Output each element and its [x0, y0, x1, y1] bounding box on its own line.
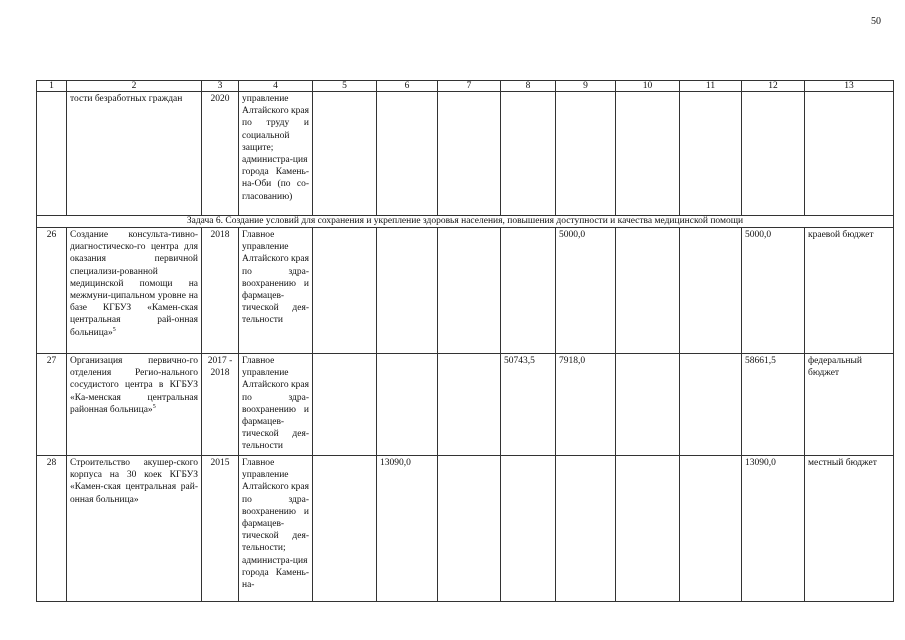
- value-cell: [377, 354, 438, 456]
- measure-cell: тости безработных граждан: [67, 92, 202, 216]
- value-cell: [438, 354, 501, 456]
- total-cell: 5000,0: [742, 228, 805, 354]
- header-cell: 4: [239, 81, 313, 92]
- total-cell: [742, 92, 805, 216]
- value-cell: [438, 456, 501, 602]
- footnote-mark: 5: [152, 403, 156, 410]
- header-row: [37, 81, 894, 92]
- row-number-cell: 27: [37, 354, 67, 456]
- header-cell: 6: [377, 81, 438, 92]
- value-cell: [313, 456, 377, 602]
- value-cell: [616, 354, 680, 456]
- row-number-cell: 28: [37, 456, 67, 602]
- total-cell: 13090,0: [742, 456, 805, 602]
- header-cell: 13: [805, 81, 894, 92]
- page-number: 50: [871, 16, 881, 27]
- year-cell: 2020: [202, 92, 239, 216]
- measure-text: Создание консульта-тивно-диагностическо-го центра для оказания первичной специализи-рованной медицинской помощи на межмуни-ципальном уровне на базе КГБУЗ «Камен-ская центральная рай-онная больница»: [70, 230, 198, 338]
- value-cell: [680, 228, 742, 354]
- source-cell: местный бюджет: [805, 456, 894, 602]
- value-cell: [616, 228, 680, 354]
- year-cell: 2015: [202, 456, 239, 602]
- footnote-mark: 5: [112, 326, 116, 333]
- table-row: [37, 228, 894, 354]
- source-cell: федеральный бюджет: [805, 354, 894, 456]
- value-cell: 13090,0: [377, 456, 438, 602]
- executor-cell: Главное управление Алтайского края по здра-воохранению и фармацев-тической дея-тельности; администра-ция города Камень-на-: [239, 456, 313, 602]
- value-cell: [616, 456, 680, 602]
- value-cell: [313, 92, 377, 216]
- header-cell: 12: [742, 81, 805, 92]
- executor-cell: Главное управление Алтайского края по здра-воохранению и фармацев-тической дея-тельности: [239, 354, 313, 456]
- value-cell: [501, 456, 556, 602]
- header-cell: 10: [616, 81, 680, 92]
- year-cell: 2018: [202, 228, 239, 354]
- table-row: [37, 92, 894, 216]
- value-cell: 7918,0: [556, 354, 616, 456]
- row-number-cell: [37, 92, 67, 216]
- header-cell: 9: [556, 81, 616, 92]
- value-cell: 50743,5: [501, 354, 556, 456]
- measure-text: Организация первично-го отделения Регио-нального сосудистого центра в КГБУЗ «Ка-менская центральная районная больница»: [70, 356, 198, 415]
- value-cell: [556, 456, 616, 602]
- header-cell: 7: [438, 81, 501, 92]
- total-cell: 58661,5: [742, 354, 805, 456]
- value-cell: [313, 228, 377, 354]
- header-cell: 1: [37, 81, 67, 92]
- header-cell: 3: [202, 81, 239, 92]
- table-row: [37, 456, 894, 602]
- executor-cell: управление Алтайского края по труду и социальной защите; администра-ция города Камень-на-Оби (по со-гласованию): [239, 92, 313, 216]
- executor-cell: Главное управление Алтайского края по здра-воохранению и фармацев-тической дея-тельности: [239, 228, 313, 354]
- value-cell: [438, 228, 501, 354]
- value-cell: [313, 354, 377, 456]
- header-cell: 5: [313, 81, 377, 92]
- value-cell: [377, 92, 438, 216]
- value-cell: [377, 228, 438, 354]
- measure-cell: [67, 354, 202, 456]
- value-cell: [680, 354, 742, 456]
- value-cell: [616, 92, 680, 216]
- source-cell: краевой бюджет: [805, 228, 894, 354]
- value-cell: [680, 92, 742, 216]
- value-cell: [501, 228, 556, 354]
- year-cell: 2017 - 2018: [202, 354, 239, 456]
- value-cell: [556, 92, 616, 216]
- task-heading-row: [37, 216, 894, 228]
- row-number-cell: 26: [37, 228, 67, 354]
- header-cell: 2: [67, 81, 202, 92]
- task-heading: Задача 6. Создание условий для сохранения и укрепление здоровья населения, повышения доступности и качества медицинской помощи: [37, 216, 894, 228]
- value-cell: 5000,0: [556, 228, 616, 354]
- table-row: [37, 354, 894, 456]
- measure-text: Строительство акушер-ского корпуса на 30 коек КГБУЗ «Камен-ская центральная рай-онная больница»: [70, 458, 198, 505]
- header-cell: 8: [501, 81, 556, 92]
- measure-cell: [67, 228, 202, 354]
- value-cell: [680, 456, 742, 602]
- program-table: [36, 80, 894, 602]
- value-cell: [438, 92, 501, 216]
- header-cell: 11: [680, 81, 742, 92]
- value-cell: [501, 92, 556, 216]
- measure-cell: [67, 456, 202, 602]
- source-cell: [805, 92, 894, 216]
